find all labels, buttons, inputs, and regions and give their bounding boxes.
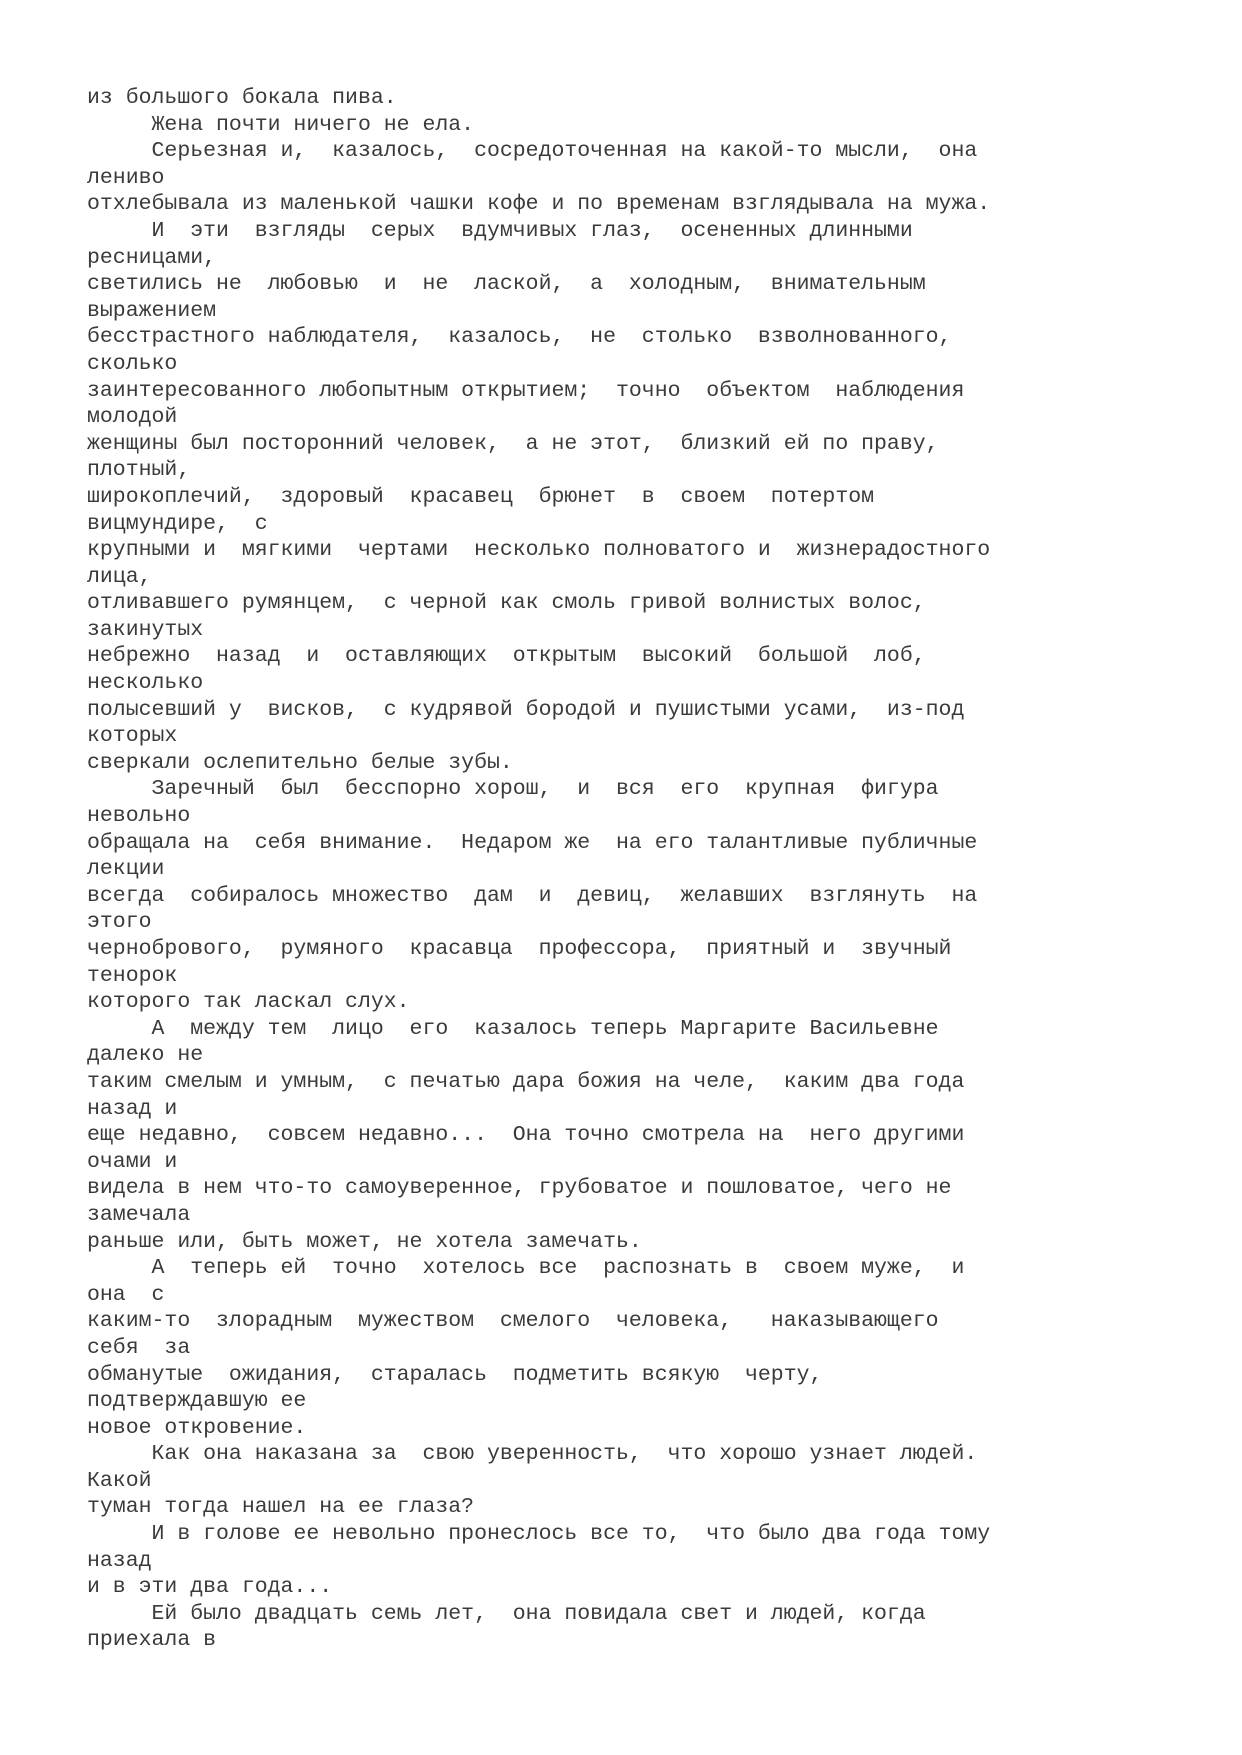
text-line: раньше или, быть может, не хотела замечать. [87,1229,642,1254]
text-line: невольно [87,804,191,829]
text-line: Заречный был бесспорно хорош, и вся его крупная фигура [87,777,939,802]
text-line: себя за [87,1335,191,1360]
text-line: Ей было двадцать семь лет, она повидала свет и людей, когда [87,1601,926,1626]
text-line: лица, [87,564,152,589]
text-line: лекции [87,857,165,882]
text-line: которого так ласкал слух. [87,990,410,1015]
text-line: закинутых [87,617,204,642]
text-line: далеко не [87,1043,204,1068]
text-line: крупными и мягкими чертами несколько полноватого и жизнерадостного [87,538,991,563]
text-line: несколько [87,671,204,696]
text-line: отливавшего румянцем, с черной как смоль гривой волнистых волос, [87,591,926,616]
text-line: А между тем лицо его казалось теперь Маргарите Васильевне [87,1016,939,1041]
text-line: Серьезная и, казалось, сосредоточенная на какой-то мысли, она [87,139,978,164]
text-line: подтверждавшую ее [87,1389,307,1414]
text-line: и в эти два года... [87,1575,333,1600]
text-line: каким-то злорадным мужеством смелого человека, наказывающего [87,1309,939,1334]
text-line: небрежно назад и оставляющих открытым высокий большой лоб, [87,644,926,669]
text-line: приехала в [87,1628,217,1653]
text-line: очами и [87,1149,178,1174]
text-line: заинтересованного любопытным открытием; точно объектом наблюдения [87,378,965,403]
text-line: она с [87,1282,165,1307]
text-line: еще недавно, совсем недавно... Она точно смотрела на него другими [87,1123,965,1148]
text-line: полысевший у висков, с кудрявой бородой и пушистыми усами, из-под [87,697,965,722]
text-line: которых [87,724,178,749]
text-line: назад и [87,1096,178,1121]
text-line: замечала [87,1202,191,1227]
document-text [87,85,1207,1654]
text-line: бесстрастного наблюдателя, казалось, не столько взволнованного, [87,325,952,350]
text-line: обращала на себя внимание. Недаром же на его талантливые публичные [87,830,978,855]
text-line: Какой [87,1468,152,1493]
text-line: всегда собиралось множество дам и девиц, желавших взглянуть на [87,883,978,908]
text-line: чернобрового, румяного красавца профессора, приятный и звучный [87,937,952,961]
text-line: отхлебывала из маленькой чашки кофе и по временам взглядывала на мужа. [87,192,991,217]
text-line: видела в нем что-то самоуверенное, грубоватое и пошловатое, чего не [87,1176,952,1201]
text-line: таким смелым и умным, с печатью дара божия на челе, каким два года [87,1069,965,1094]
text-line: лениво [87,165,165,190]
text-line: молодой [87,405,178,430]
text-line: светились не любовью и не лаской, а холодным, внимательным [87,272,926,297]
text-line: А теперь ей точно хотелось все распознать в своем муже, и [87,1256,965,1281]
text-line: ресницами, [87,245,217,270]
text-line: вицмундире, с [87,511,268,536]
text-line: обманутые ожидания, старалась подметить всякую черту, [87,1362,823,1387]
text-line: И в голове ее невольно пронеслось все то, что было два года тому [87,1522,991,1547]
text-line: И эти взгляды серых вдумчивых глаз, осененных длинными [87,218,913,243]
text-line: новое откровение. [87,1415,307,1440]
text-line: широкоплечий, здоровый красавец брюнет в своем потертом [87,484,875,509]
text-line: женщины был посторонний человек, а не этот, близкий ей по праву, [87,431,939,456]
text-line: этого [87,910,152,935]
text-line: выражением [87,298,217,323]
text-line: Как она наказана за свою уверенность, что хорошо узнает людей. [87,1442,978,1467]
text-line: тенорок [87,963,178,988]
text-line: сверкали ослепительно белые зубы. [87,750,513,775]
text-line: плотный, [87,458,191,483]
text-line: туман тогда нашел на ее глаза? [87,1495,475,1520]
text-line: из большого бокала пива. [87,86,397,110]
text-line: сколько [87,351,178,376]
text-line: Жена почти ничего не ела. [87,112,475,137]
text-line: назад [87,1548,152,1573]
